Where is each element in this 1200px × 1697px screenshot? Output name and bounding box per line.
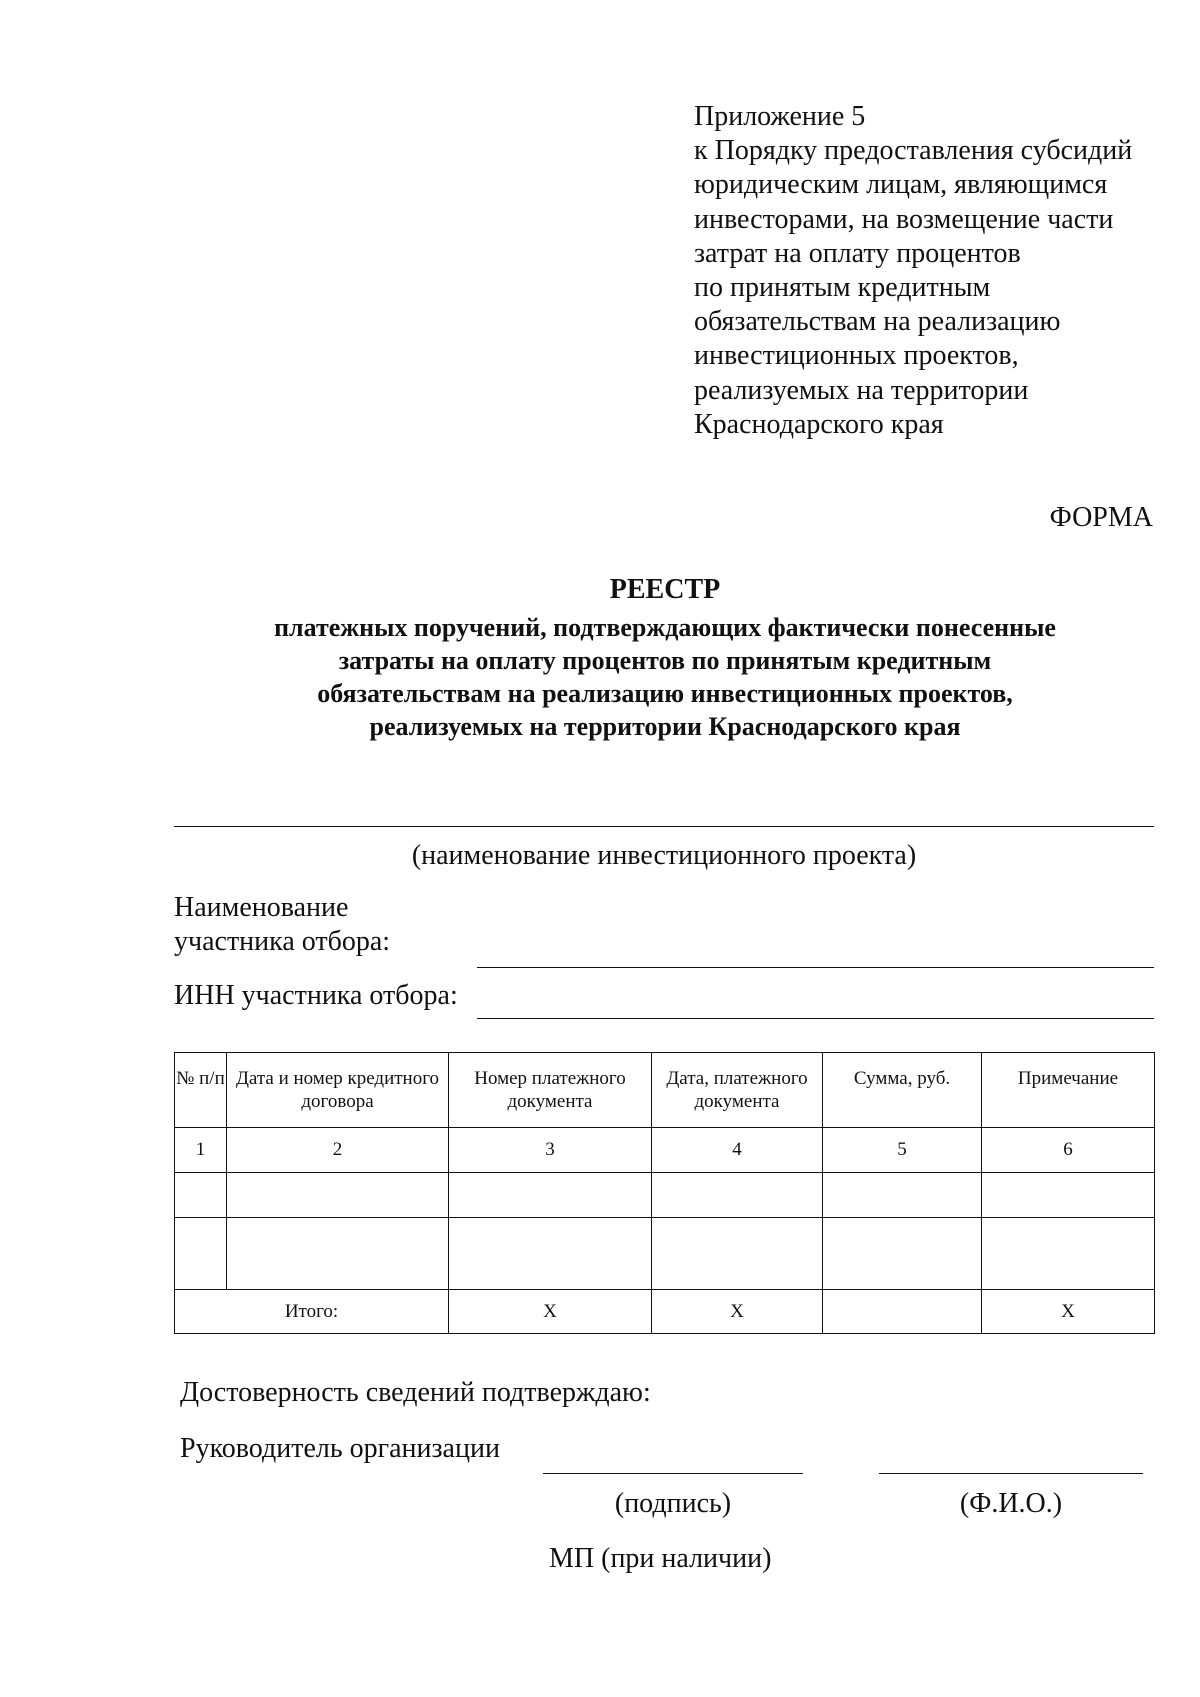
table-cell[interactable] — [823, 1218, 982, 1290]
table-row — [175, 1173, 1155, 1218]
document-subtitle — [0, 611, 1200, 743]
table-cell[interactable] — [823, 1173, 982, 1218]
table-cell[interactable] — [227, 1173, 449, 1218]
appendix-line: реализуемых на территории — [694, 374, 1029, 406]
total-cell: X — [652, 1290, 823, 1334]
total-cell: X — [982, 1290, 1155, 1334]
column-header-note: Примечание — [982, 1053, 1155, 1128]
stamp-label: МП (при наличии) — [549, 1543, 772, 1574]
project-name-caption: (наименование инвестиционного проекта) — [411, 840, 917, 871]
inn-line[interactable] — [477, 1018, 1154, 1019]
table-cell[interactable] — [982, 1173, 1155, 1218]
total-row — [175, 1290, 1155, 1334]
confirmation-text: Достоверность сведений подтверждаю: — [180, 1377, 651, 1408]
appendix-line: затрат на оплату процентов — [694, 237, 1021, 269]
subtitle-line: реализуемых на территории Краснодарского края — [369, 712, 961, 741]
participant-label-line1: Наименование — [174, 892, 349, 923]
total-cell: X — [449, 1290, 652, 1334]
column-number: 2 — [227, 1128, 449, 1173]
column-number: 4 — [652, 1128, 823, 1173]
column-number: 3 — [449, 1128, 652, 1173]
column-number: 5 — [823, 1128, 982, 1173]
appendix-block — [694, 100, 1132, 442]
full-name-caption: (Ф.И.О.) — [959, 1488, 1063, 1519]
subtitle-line: обязательствам на реализацию инвестиционных проектов, — [317, 679, 1013, 708]
head-of-organization-label: Руководитель организации — [180, 1433, 500, 1464]
table-header-row — [175, 1053, 1155, 1128]
column-header-payment-number: Номер платежного документа — [449, 1053, 652, 1128]
column-header-contract: Дата и номер кредитного договора — [227, 1053, 449, 1128]
subtitle-line: затраты на оплату процентов по принятым кредитным — [338, 646, 992, 675]
table-cell[interactable] — [449, 1173, 652, 1218]
column-number: 6 — [982, 1128, 1155, 1173]
full-name-line[interactable] — [879, 1473, 1143, 1474]
appendix-line: к Порядку предоставления субсидий — [694, 135, 1133, 167]
appendix-line: инвесторами, на возмещение части — [694, 203, 1114, 235]
inn-label: ИНН участника отбора: — [174, 980, 458, 1011]
column-header-number: № п/п — [175, 1053, 227, 1128]
participant-name-line[interactable] — [477, 967, 1154, 968]
project-name-line[interactable] — [174, 826, 1154, 827]
column-header-amount: Сумма, руб. — [823, 1053, 982, 1128]
total-label: Итого: — [175, 1290, 449, 1334]
document-title: РЕЕСТР — [609, 574, 721, 605]
appendix-line: Краснодарского края — [694, 408, 944, 440]
column-number-row — [175, 1128, 1155, 1173]
appendix-line: юридическим лицам, являющимся — [694, 169, 1108, 201]
form-label: ФОРМА — [1049, 502, 1153, 533]
column-header-payment-date: Дата, платежного документа — [652, 1053, 823, 1128]
table-cell[interactable] — [449, 1218, 652, 1290]
table-cell[interactable] — [652, 1218, 823, 1290]
signature-line[interactable] — [543, 1473, 803, 1474]
total-amount-cell[interactable] — [823, 1290, 982, 1334]
table-cell[interactable] — [175, 1173, 227, 1218]
table-row — [175, 1218, 1155, 1290]
signature-caption: (подпись) — [614, 1488, 732, 1519]
table-cell[interactable] — [175, 1218, 227, 1290]
table-cell[interactable] — [982, 1218, 1155, 1290]
appendix-line: Приложение 5 — [694, 101, 866, 132]
appendix-line: инвестиционных проектов, — [694, 340, 1019, 372]
table-cell[interactable] — [227, 1218, 449, 1290]
appendix-line: обязательствам на реализацию — [694, 306, 1061, 338]
table-cell[interactable] — [652, 1173, 823, 1218]
registry-table — [174, 1052, 1155, 1334]
column-number: 1 — [175, 1128, 227, 1173]
subtitle-line: платежных поручений, подтверждающих фактически понесенные — [274, 613, 1056, 642]
appendix-line: по принятым кредитным — [694, 272, 991, 304]
participant-label-line2: участника отбора: — [174, 926, 391, 957]
